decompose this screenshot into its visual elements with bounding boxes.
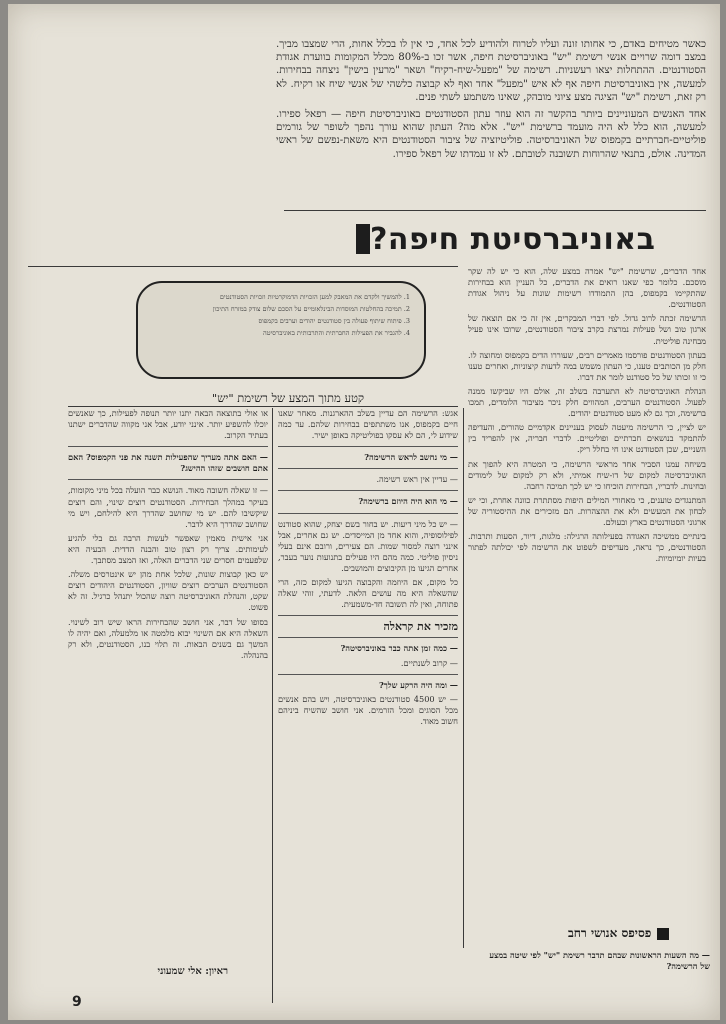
col3-answer: — זו שאלה חשובה מאוד. הנושא כבר הועלה בכל מיני מקומות, בעיקר במהלך הבחירות. הסטודנטים רוצים שינוי, והם רוצים שיקשיבו להם. יש מי שחושב שהדרך היא להילחם, ויש מי שחושב שהדרך היא לדבר. bbox=[68, 485, 268, 529]
byline: ראיון: אלי שמעוני bbox=[157, 966, 228, 977]
page-number: 9 bbox=[72, 994, 82, 1010]
col1-paragraph: בשיחה עמנו הסביר אחד מראשי הרשימה, כי המטרה היא להפוך את האוניברסיטה למקום של דו-שיח אמיתי, ולא רק למקום של לימודים ובחינות. לדבריו, הבחירות הוכיחו כי יש לכך תמיכה רחבה. bbox=[468, 458, 706, 491]
col1-paragraph: בינתיים ממשיכה האגודה בפעילותה הרגילה: מלגות, דיור, הסעות ותרבות. הסטודנטים, כך נראה, מעדיפים לשפוט את הרשימה לפי יכולתה לפתור בעיות יומיומיות. bbox=[468, 531, 706, 564]
col2-divider bbox=[278, 637, 458, 638]
col1-paragraph: יש לציין, כי הרשימה מיעטה לעסוק בעניינים אקדמיים טהורים, והעדיפה להתמקד בנושאים חברתיים ופוליטיים. לדברי חבריה, אין להפריד בין השניים, שכן הסטודנט אינו חי בחלל ריק. bbox=[468, 422, 706, 455]
col1-paragraph: אחד הדברים, שרשימת "יש" אמרה במצע שלה, הוא כי יש לה שקר מוסכם. כלומר כפי שאנו רואים את הדברים, כל העניין הוא בבחירות שהתקיימו בקמפוס, בהן התמודדו רשימות שונות על ניהול אגודת הסטודנטים. bbox=[468, 266, 706, 310]
col3-paragraph: בסופו של דבר, אני חושב שהבחירות הראו שיש רוב לשינוי. השאלה היא אם השינוי יבוא מלמטה או מלמעלה, ואם יהיה לו המשך גם בשנים הבאות. זה תלוי בנו, הסטודנטים, ולא רק בהנהלה. bbox=[68, 616, 268, 660]
clipping-line: 4. להגביר את הפעילות החברתית והתרבותית באוניברסיטה bbox=[262, 329, 410, 337]
col3-divider bbox=[68, 479, 268, 480]
clipping-line: 1. להמשיך ולקדם את המאבק למען הזכויות הדמוקרטיות וזכויות הסטודנטים bbox=[219, 293, 410, 301]
intro-paragraphs bbox=[276, 38, 706, 165]
col2-divider bbox=[278, 513, 458, 514]
divider-headline bbox=[28, 266, 458, 267]
platform-clipping-image bbox=[136, 281, 426, 379]
col3-paragraph: או אולי בתוצאה הבאה יתנו יותר תנופה לפעילות, כך שאנשים יוכלו להשפיע יותר. אינני יודע, אבל אני מקווה שהדברים ישתנו בעתיד הקרוב. bbox=[68, 408, 268, 441]
col2-divider bbox=[278, 446, 458, 447]
bottom-note: — מה השעות הראשונות שבהם תדבר רשימת "יש" לפי שיטה במצע של הרשימה? bbox=[489, 950, 710, 971]
col1-paragraph: הרשימה זכתה לרוב גדול. לפי דברי המבקרים, אין זה כי אם תוצאה של ארגון טוב ושל פעילות נמרצת בקרב ציבור הסטודנטים, שרובו אינו פעיל מבחינה פוליטית. bbox=[468, 313, 706, 346]
col3-divider bbox=[68, 446, 268, 447]
intro-paragraph-2: אחד האנשים המעוניינים ביותר בהקשר זה הוא עוזר עתון הסטודנטים באוניברסיטת חיפה — רפאל ספירו. למעשה, הוא כלל לא היה מועמד ברשימת "יש". אלא מה? העתון שהוא עורך נהפך לשופר של גורמים פוליטיים-חברתיים בקמפוס של האוניברסיטה. פוליטיזציה של ציבור הסטודנטים היא משאת-נפשם של ראשי המדינה. אולם, בתנאי שהרוחות תשובנה לטובתם. לא זו עמדתו של רפאל ספירו. bbox=[276, 109, 706, 160]
col2-answer: — יש כל מיני דיעות. יש בחור בשם יצחק, שהוא סטודנט לפילוסופיה, והוא אחד מן המייסדים. יש גם אחרים, אבל אינני רוצה למסור שמות. הם צעירים, ורובם אינם בעלי ניסיון פוליטי. כמה מהם היו פעילים בתנועות נוער בעבר, אחרים הגיעו מן הקיבוצים והמושבים. bbox=[278, 518, 458, 573]
column-divider-vertical bbox=[463, 408, 464, 948]
col2-subhead: מזכיר את קראלה bbox=[383, 620, 458, 634]
col2-question: — מי נחשב לראש הרשימה? bbox=[364, 452, 458, 463]
col3-question: — האם אתה מעריך שהפעילות תשנה את פני הקמפוס? האם אתם חושבים שזהו ההישג? bbox=[68, 452, 268, 474]
col1-paragraph: המתנגדים טוענים, כי מאחורי המילים היפות מסתתרת כוונה אחרת, וכי יש לבחון את המעשים ולא את ההצהרות. הם מזכירים את ההיסטוריה של ארגוני הסטודנטים בארץ ובעולם. bbox=[468, 494, 706, 527]
col2-answer: — עדיין אין ראש רשימה. bbox=[376, 474, 458, 485]
article-column-1 bbox=[468, 266, 706, 946]
col2-question: — מי הוא היה היוזם ברשימה? bbox=[358, 496, 458, 507]
article-column-2 bbox=[278, 408, 458, 1013]
clipping-line: 2. תמיכה בהחלטות המוסדות הבינלאומיים על הסכם שלום צודק במזרח התיכון bbox=[212, 305, 410, 313]
col1-subhead bbox=[568, 926, 669, 941]
divider-top bbox=[284, 210, 706, 211]
clipping-caption: קטע מתוך המצע של רשימת "יש" bbox=[211, 391, 365, 405]
col2-paragraph: אגש: הרשימה הם עדיין בשלב ההארגנות. מאחר שאנו חיים בקמפוס, אנו משתתפים בבחירות שלהם. עד כמה שידוע לי, הם לא עסקו בפוליטיקה באופן ישיר. bbox=[278, 408, 458, 441]
headline-title: באוניברסיטת חיפה? bbox=[370, 221, 656, 257]
col2-divider bbox=[278, 615, 458, 616]
col2-divider bbox=[278, 468, 458, 469]
col2-answer: — קרוב לשנתיים. bbox=[400, 657, 458, 668]
clipping-line: 3. פיתוח שיתוף פעולה בין סטודנטים יהודים וערבים בקמפוס bbox=[258, 317, 410, 325]
headline bbox=[348, 217, 718, 261]
col1-subhead-text: פסיפס אנושי רחב bbox=[568, 926, 652, 940]
intro-paragraph-1: כאשר מטיחים באדם, כי אחותו זונה ועליו לטרוח ולהודיע לכל אחד, כי אין לו בכלל אחות, הרי שמצבו מביך. במצב דומה שרויים אנשי רשימת "יש" באוניברסיטת חיפה, אשר זכו ב-80% מכלל המקומות בוועדת אגודת הסטודנטים. ההתחלות יצאו רעשניות. רשימה של "מפעל-שיח-רקיח" ושאר "מרעין בישין" ניצחה בבחירות. למעשה, אין באוניברסיטת חיפה אף לא איש "מפעל" אחד ואף לא קבוצה כלשהי של אנשי שיח או רקיח. לא רק זאת, רשימת "יש" הציגה מצע ציוני מובהק, שאינו משתמע לשתי פנים. bbox=[276, 39, 706, 103]
col2-divider bbox=[278, 490, 458, 491]
col3-paragraph: יש כאן קבוצות שונות, שלכל אחת מהן יש אינטרסים משלה. הסטודנטים הערבים רוצים שוויון, הסטודנטים היהודים רוצים שקט, והנהלת האוניברסיטה רוצה שהכול יתנהל כרגיל. זה לא פשוט. bbox=[68, 569, 268, 613]
divider-caption bbox=[68, 406, 458, 407]
col2-question: — ומה היה הרקע שלך? bbox=[378, 679, 458, 690]
article-column-3 bbox=[68, 408, 268, 1003]
square-bullet-icon bbox=[657, 928, 669, 940]
headline-bar-icon bbox=[356, 224, 370, 254]
col1-paragraph: הנהלת האוניברסיטה לא התערבה בשלב זה, אולם היו שביקשו ממנה לפעול. הסטודנטים הערבים, המהווים חלק ניכר מציבור הלומדים, תמכו ברשימה, וכך גם לא מעט סטודנטים יהודים. bbox=[468, 385, 706, 419]
col2-divider bbox=[278, 674, 458, 675]
column-divider-vertical bbox=[272, 408, 273, 1003]
newspaper-page bbox=[8, 4, 720, 1020]
col1-paragraph: בעתון הסטודנטים פורסמו מאמרים רבים, שעוררו הדים בקמפוס ומחוצה לו. חלק מן הכותבים טענו, כי העתון משמש במה לדעות קיצוניות, ואחרים טענו כי זו זכותו של כל סטודנט לומר את דברו. bbox=[468, 349, 706, 382]
col2-paragraph: כל מקום, אם היוזמה והקבוצה הגיעו למקום כזה, הרי שהשאלה היא מה עושים הלאה. לדעתי, זוהי שאלה פתוחה, ואין לה תשובה חד-משמעית. bbox=[278, 577, 458, 610]
col2-question: — כמה זמן אתה כבר באוניברסיטה? bbox=[340, 643, 458, 654]
col3-paragraph: אני אישית מאמין שאפשר לעשות הרבה גם בלי להגיע לעימותים. צריך רק רצון טוב והבנה הדדית. הבעיה היא שלפעמים חסרים שני הדברים האלה, ואז המצב מסתבך. bbox=[68, 532, 268, 566]
col2-answer: — יש 4500 סטודנטים באוניברסיטה, ויש בהם אנשים מכל הסוגים ומכל הזרמים. אני חושב שהשיח ביניהם חשוב מאוד. bbox=[278, 693, 458, 726]
